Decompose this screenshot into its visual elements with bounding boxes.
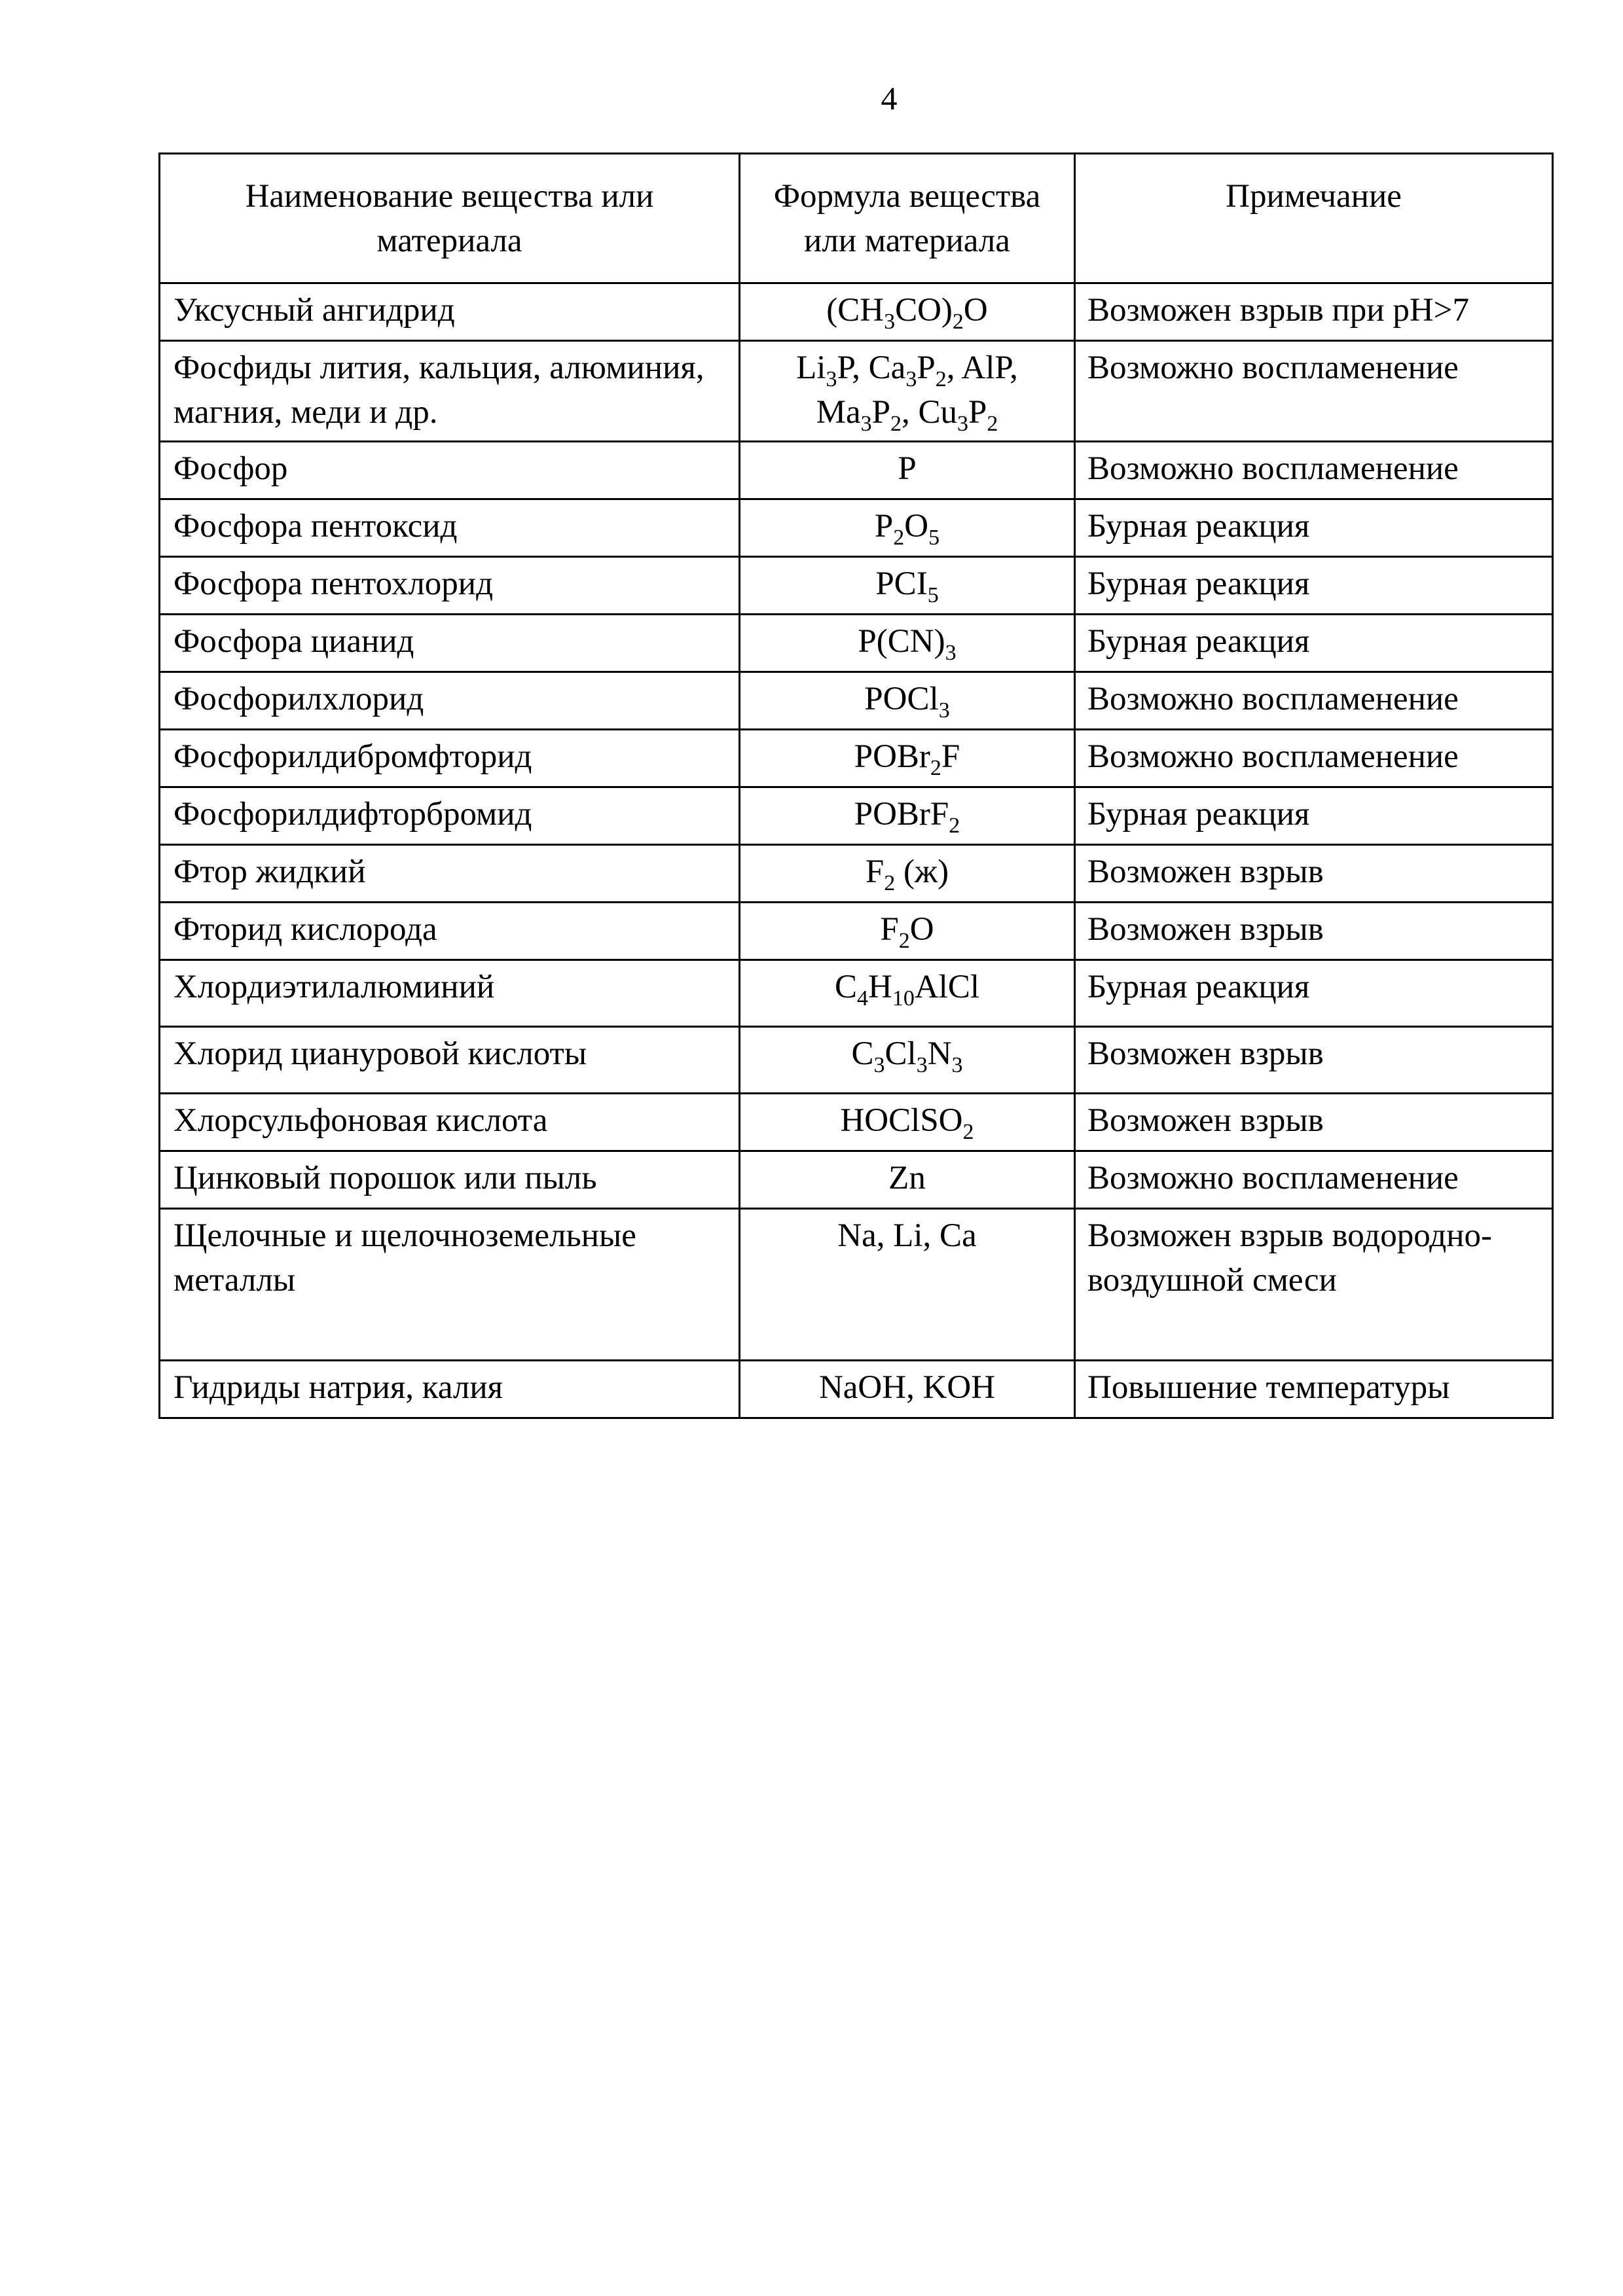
substance-note: Бурная реакция xyxy=(1075,960,1553,1027)
table-row xyxy=(160,1094,1553,1151)
substance-formula: $P(CN)_3$ xyxy=(740,615,1075,672)
substance-note: Возможно воспламенение xyxy=(1075,442,1553,499)
substance-formula: Na, Li, Ca xyxy=(740,1209,1075,1361)
substance-note: Возможно воспламенение xyxy=(1075,730,1553,787)
substance-formula: HOClSO$_2$ xyxy=(740,1094,1075,1151)
table-row xyxy=(160,845,1553,903)
substance-formula: POCl$_3$ xyxy=(740,672,1075,730)
table-row xyxy=(160,903,1553,960)
substance-name: Фосфорилдибромфторид xyxy=(160,730,740,787)
header-note: Примечание xyxy=(1075,154,1553,283)
substance-formula: POBr$_2$F xyxy=(740,730,1075,787)
substance-name: Гидриды натрия, калия xyxy=(160,1361,740,1418)
substance-name: Хлорсульфоновая кислота xyxy=(160,1094,740,1151)
substance-note: Возможно воспламенение xyxy=(1075,341,1553,442)
substance-note: Возможно воспламенение xyxy=(1075,672,1553,730)
substance-name: Уксусный ангидрид xyxy=(160,283,740,341)
substance-note: Возможен взрыв xyxy=(1075,845,1553,903)
page-number: 4 xyxy=(881,80,898,117)
substance-name: Фосфиды лития, кальция, алюминия, магния, меди и др. xyxy=(160,341,740,442)
table-row xyxy=(160,557,1553,615)
substance-note: Возможен взрыв при pH>7 xyxy=(1075,283,1553,341)
substance-note: Бурная реакция xyxy=(1075,787,1553,845)
header-name: Наименование вещества или материала xyxy=(160,154,740,283)
substance-note: Возможен взрыв xyxy=(1075,903,1553,960)
table-row xyxy=(160,1151,1553,1209)
table-row xyxy=(160,499,1553,557)
table-row xyxy=(160,787,1553,845)
table-row xyxy=(160,442,1553,499)
substance-formula: $C_4H_{10}AlCl$ xyxy=(740,960,1075,1027)
substance-note: Возможно воспламенение xyxy=(1075,1151,1553,1209)
table-row xyxy=(160,1209,1553,1361)
substance-name: Фосфора пентохлорид xyxy=(160,557,740,615)
substance-note: Возможен взрыв xyxy=(1075,1027,1553,1094)
substance-name: Фтор жидкий xyxy=(160,845,740,903)
substance-note: Возможен взрыв водородно-воздушной смеси xyxy=(1075,1209,1553,1361)
substance-note: Бурная реакция xyxy=(1075,615,1553,672)
table-row xyxy=(160,283,1553,341)
substance-note: Бурная реакция xyxy=(1075,499,1553,557)
substance-note: Бурная реакция xyxy=(1075,557,1553,615)
substance-formula: P xyxy=(740,442,1075,499)
table-row xyxy=(160,1027,1553,1094)
substance-name: Хлордиэтилалюминий xyxy=(160,960,740,1027)
substance-formula: $(CH_3CO)_2O$ xyxy=(740,283,1075,341)
table-row xyxy=(160,960,1553,1027)
substance-note: Повышение температуры xyxy=(1075,1361,1553,1418)
table-header-row xyxy=(160,154,1553,283)
substance-name: Фосфора цианид xyxy=(160,615,740,672)
table-body xyxy=(160,283,1553,1418)
substance-name: Фосфорилдифторбромид xyxy=(160,787,740,845)
substance-formula: POBrF$_2$ xyxy=(740,787,1075,845)
table-row xyxy=(160,1361,1553,1418)
substance-formula: $C_3Cl_3N_3$ xyxy=(740,1027,1075,1094)
substances-table xyxy=(158,152,1554,1419)
table-row xyxy=(160,730,1553,787)
substance-formula: $F_2$ (ж) xyxy=(740,845,1075,903)
header-formula: Формула вещества или материала xyxy=(740,154,1075,283)
table-row xyxy=(160,672,1553,730)
substance-formula: NaOH, KOH xyxy=(740,1361,1075,1418)
substance-name: Фторид кислорода xyxy=(160,903,740,960)
substance-name: Щелочные и щелочноземельные металлы xyxy=(160,1209,740,1361)
table-row xyxy=(160,341,1553,442)
substance-formula: Zn xyxy=(740,1151,1075,1209)
substance-formula: $P_2O_5$ xyxy=(740,499,1075,557)
substance-name: Фосфорилхлорид xyxy=(160,672,740,730)
substance-formula: $PCI_5$ xyxy=(740,557,1075,615)
substance-formula: $Li_3P$, $Ca_3P_2$, AlP, $Ma_3P_2$, $Cu_3P_2$ xyxy=(740,341,1075,442)
substance-name: Фосфора пентоксид xyxy=(160,499,740,557)
substance-name: Цинковый порошок или пыль xyxy=(160,1151,740,1209)
substance-formula: $F_2O$ xyxy=(740,903,1075,960)
table-row xyxy=(160,615,1553,672)
substance-name: Фосфор xyxy=(160,442,740,499)
substance-name: Хлорид циануровой кислоты xyxy=(160,1027,740,1094)
substance-note: Возможен взрыв xyxy=(1075,1094,1553,1151)
